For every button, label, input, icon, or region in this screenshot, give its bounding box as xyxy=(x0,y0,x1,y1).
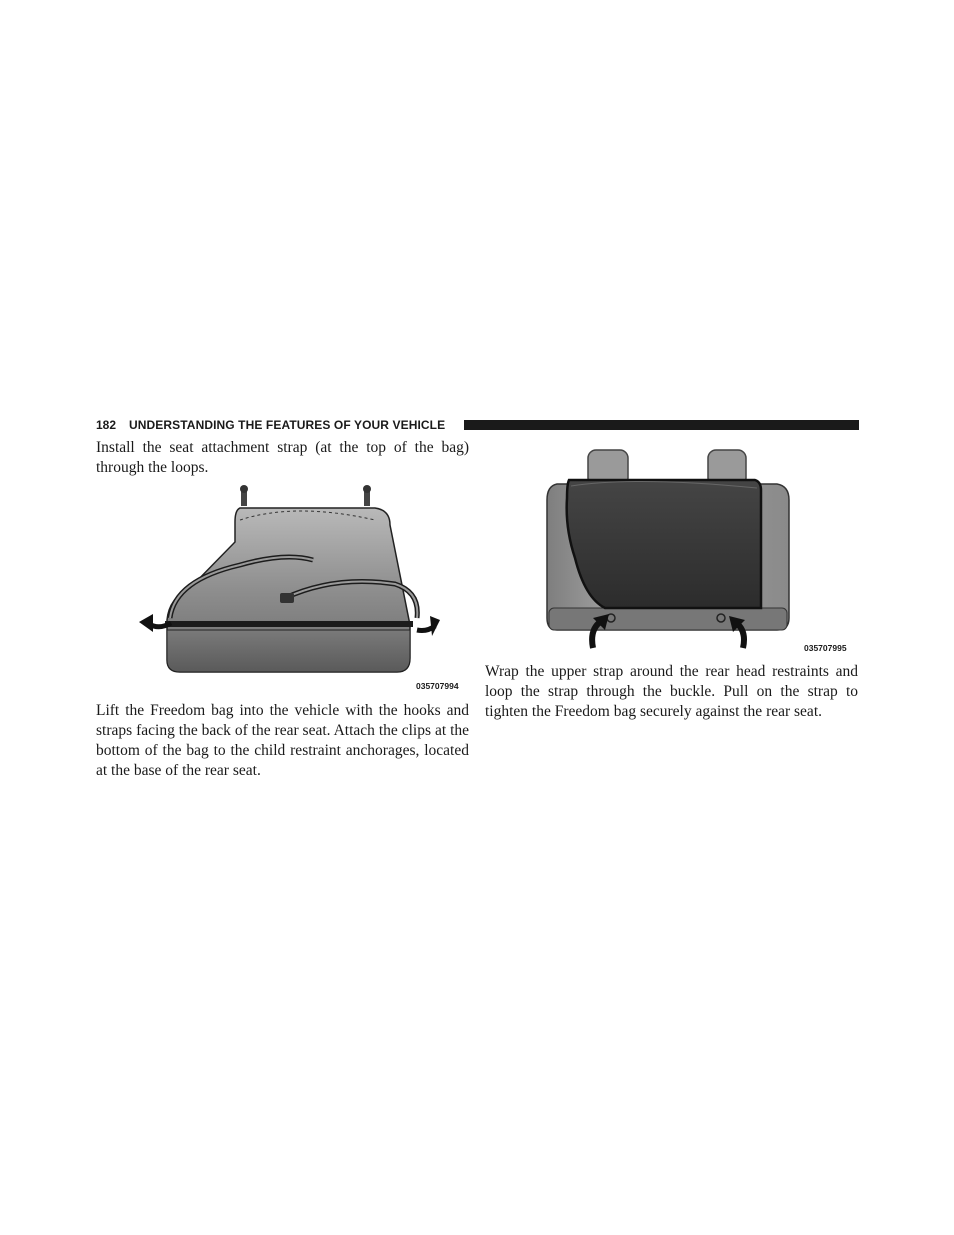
header-rule xyxy=(464,420,859,430)
bag-straps-illustration xyxy=(135,480,470,695)
paragraph-install-strap: Install the seat attachment strap (at the top of the bag) through the loops. xyxy=(96,439,469,476)
arrow-up-right-icon xyxy=(729,616,745,648)
hook-right-icon xyxy=(363,485,371,506)
arrow-right-icon xyxy=(417,616,440,636)
bag-on-seat-illustration xyxy=(545,448,855,656)
figure-bag-straps xyxy=(135,480,470,695)
paragraph-wrap-strap: Wrap the upper strap around the rear head restraints and loop the strap through the buckle. Pull on the strap to tighten the Freedom bag securely against the rear seat. xyxy=(485,663,858,720)
hook-left-icon xyxy=(240,485,248,506)
figure-code-bag-on-seat: 035707995 xyxy=(804,643,847,653)
figure-code-bag-straps: 035707994 xyxy=(416,681,459,691)
section-title: UNDERSTANDING THE FEATURES OF YOUR VEHICLE xyxy=(129,418,446,432)
paragraph-lift-bag: Lift the Freedom bag into the vehicle with the hooks and straps facing the back of the rear seat. Attach the clips at the bottom of the bag to the child restraint anchorages, located at the base of the rear seat. xyxy=(96,702,469,779)
page-number: 182 xyxy=(96,418,117,432)
page-header xyxy=(96,417,859,433)
arrow-left-icon xyxy=(139,614,171,632)
buckle-icon xyxy=(280,593,294,603)
arrow-up-left-icon xyxy=(592,614,609,648)
figure-bag-on-seat xyxy=(545,448,855,656)
